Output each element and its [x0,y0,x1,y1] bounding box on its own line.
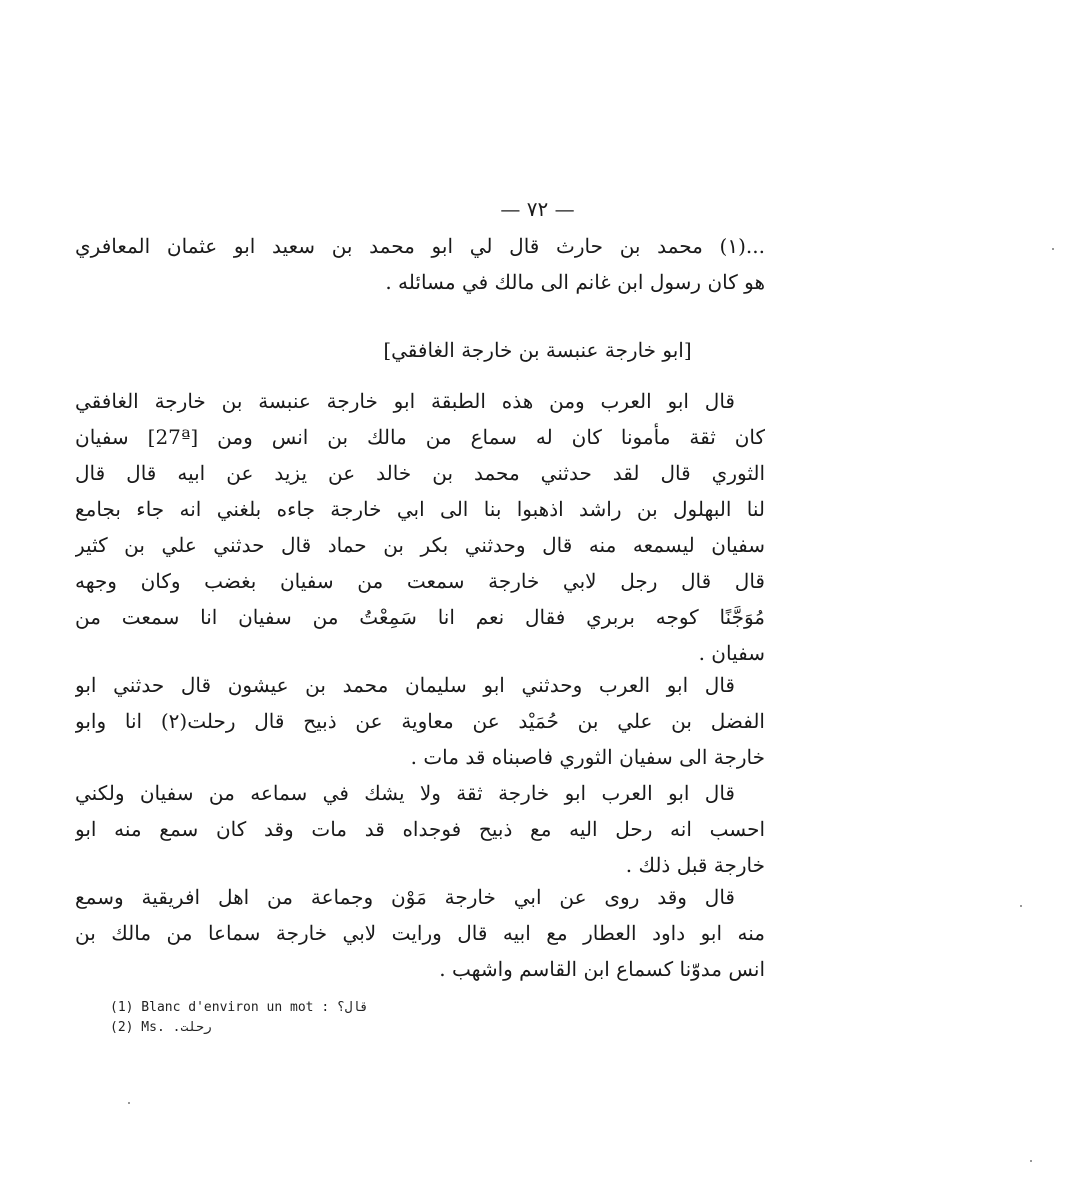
scan-speck [1052,248,1054,250]
page-number: — ٧٢ — [500,197,575,221]
footnote-arabic: رحلت. [172,1020,212,1035]
scan-speck [1020,905,1022,907]
text-line: سفيان . [698,641,765,665]
scan-speck [128,1102,130,1104]
text-line: منه ابو داود العطار مع ابيه قال ورايت لابي خارجة سماعا من مالك بن [75,921,765,945]
footnote-arabic: قال؟ [336,1000,369,1015]
text-line: الثوري قال لقد حدثني محمد بن خالد عن يزيد عن ابيه قال قال [75,461,765,485]
text-line: انس مدوّنا كسماع ابن القاسم واشهب . [439,957,765,981]
text-line: ...(١) محمد بن حارث قال لي ابو محمد بن سعيد ابو عثمان المعافري [75,234,765,258]
text-line: لنا البهلول بن راشد اذهبوا بنا الى ابي خارجة جاءه بلغني انه جاء بجامع [75,497,765,521]
footnote-text: (1) Blanc d'environ un mot : [110,1000,330,1015]
intro-block [75,228,765,300]
paragraph [75,775,765,883]
footnote-text: (2) Ms. [110,1020,165,1035]
scan-speck [1030,1160,1032,1162]
paragraph [75,667,765,775]
paragraph [75,879,765,987]
text-line: خارجة قبل ذلك . [625,853,765,877]
section-heading: [ابو خارجة عنبسة بن خارجة الغافقي] [383,338,692,362]
text-line: قال ابو العرب وحدثني ابو سليمان محمد بن عيشون قال حدثني ابو [75,673,735,697]
text-line: احسب انه رحل اليه مع ذبيح فوجداه قد مات وقد كان سمع منه ابو [75,817,765,841]
text-line: سفيان ليسمعه منه قال وحدثني بكر بن حماد قال حدثني علي بن كثير [75,533,765,557]
text-line: مُوَجَّنًا كوجه بربري فقال نعم انا سَمِعْتُ من سفيان انا سمعت من [75,605,765,629]
footnotes [110,998,368,1038]
footnote-2 [110,1018,368,1038]
text-line: كان ثقة مأمونا كان له سماع من مالك بن انس ومن [27ª] سفيان [75,425,765,449]
footnote-1 [110,998,368,1018]
text-line: قال قال رجل لابي خارجة سمعت من سفيان بغضب وكان وجهه [75,569,765,593]
text-line: قال وقد روى عن ابي خارجة مَوْن وجماعة من اهل افريقية وسمع [75,885,735,909]
text-line: قال ابو العرب ابو خارجة ثقة ولا يشك في سماعه من سفيان ولكني [75,781,735,805]
text-line: هو كان رسول ابن غانم الى مالك في مسائله . [385,270,765,294]
text-line: قال ابو العرب ومن هذه الطبقة ابو خارجة عنبسة بن خارجة الغافقي [75,389,735,413]
text-line: خارجة الى سفيان الثوري فاصبناه قد مات . [410,745,765,769]
text-line: الفضل بن علي بن حُمَيْد عن معاوية عن ذبيح قال رحلت(٢) انا وابو [75,709,765,733]
paragraph [75,383,765,671]
